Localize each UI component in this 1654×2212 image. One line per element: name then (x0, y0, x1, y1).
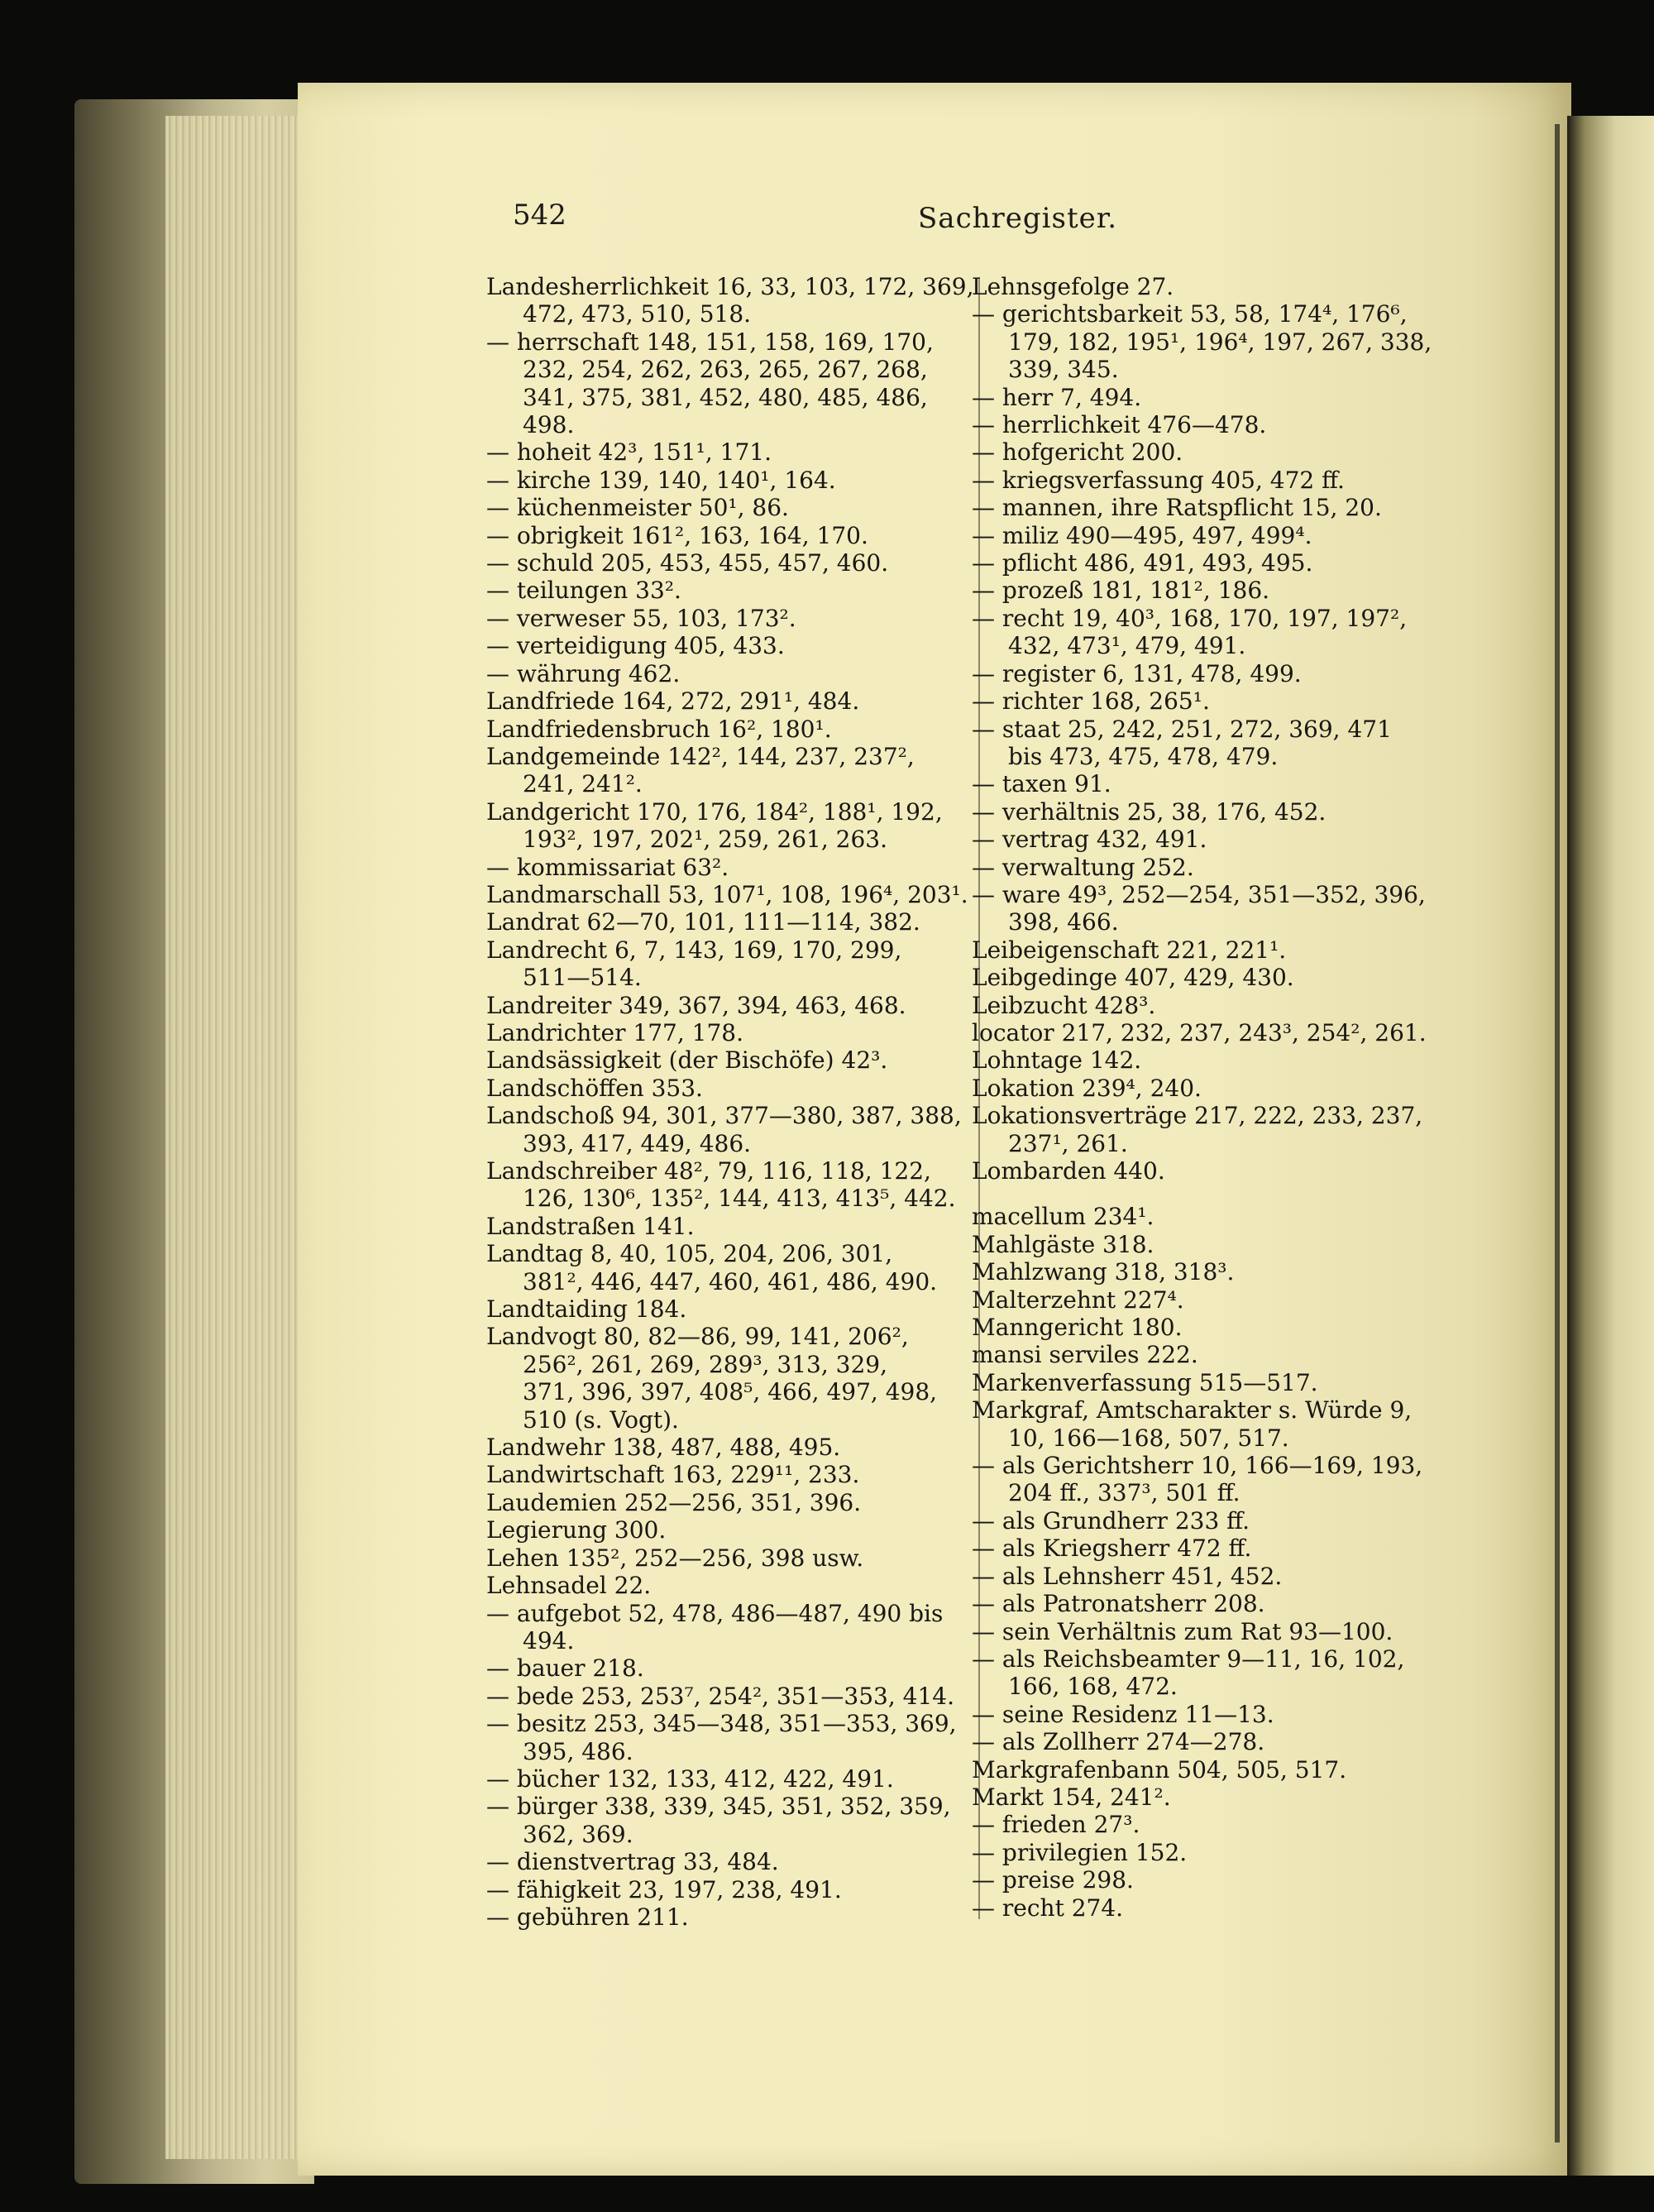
index-entry: — gerichtsbarkeit 53, 58, 174⁴, 176⁶, (972, 300, 1408, 328)
book-gutter (1555, 124, 1560, 2143)
index-entry: Landsässigkeit (der Bischöfe) 42³. (486, 1046, 888, 1075)
index-entry: — küchenmeister 50¹, 86. (486, 494, 789, 522)
page-title: Sachregister. (918, 202, 1118, 235)
index-entry: Landrecht 6, 7, 143, 169, 170, 299, (486, 936, 902, 964)
index-entry: — verhältnis 25, 38, 176, 452. (972, 797, 1327, 826)
index-entry: — recht 19, 40³, 168, 170, 197, 197², (972, 604, 1408, 632)
index-entry: — privilegien 152. (972, 1838, 1188, 1866)
index-entry: Landgemeinde 142², 144, 237, 237², (486, 742, 915, 770)
index-entry: — schuld 205, 453, 455, 457, 460. (486, 549, 889, 577)
index-entry: — teilungen 33². (486, 577, 681, 605)
index-entry: — register 6, 131, 478, 499. (972, 659, 1302, 687)
index-entry: — dienstvertrag 33, 484. (486, 1848, 779, 1876)
index-entry: — staat 25, 242, 251, 272, 369, 471 (972, 715, 1392, 743)
index-entry: Mahlzwang 318, 318³. (972, 1258, 1235, 1286)
index-entry: — als Reichsbeamter 9—11, 16, 102, (972, 1645, 1405, 1673)
index-entry: 10, 166—168, 507, 517. (1008, 1424, 1289, 1452)
index-entry: Markt 154, 241². (972, 1783, 1171, 1811)
page-stack (165, 116, 314, 2159)
index-entry: Malterzehnt 227⁴. (972, 1286, 1184, 1314)
index-entry: 204 ff., 337³, 501 ff. (1008, 1479, 1240, 1507)
index-entry: 232, 254, 262, 263, 265, 267, 268, (523, 356, 928, 384)
index-entry: 166, 168, 472. (1008, 1673, 1178, 1701)
index-entry: 126, 130⁶, 135², 144, 413, 413⁵, 442. (523, 1185, 956, 1213)
index-entry: Landvogt 80, 82—86, 99, 141, 206², (486, 1323, 909, 1351)
index-entry: — herr 7, 494. (972, 383, 1142, 411)
index-entry: Leibgedinge 407, 429, 430. (972, 964, 1294, 992)
index-entry: 395, 486. (523, 1737, 633, 1765)
index-entry: 179, 182, 195¹, 196⁴, 197, 267, 338, (1008, 328, 1432, 356)
index-entry: Landrichter 177, 178. (486, 1018, 743, 1046)
index-entry: — verwaltung 252. (972, 853, 1194, 881)
index-entry: Landtag 8, 40, 105, 204, 206, 301, (486, 1240, 893, 1268)
index-entry: Manngericht 180. (972, 1314, 1183, 1342)
index-entry: 193², 197, 202¹, 259, 261, 263. (523, 826, 888, 854)
index-entry: locator 217, 232, 237, 243³, 254², 261. (972, 1018, 1427, 1046)
index-entry: 256², 261, 269, 289³, 313, 329, (523, 1350, 888, 1378)
index-entry: — besitz 253, 345—348, 351—353, 369, (486, 1710, 957, 1738)
index-entry: — preise 298. (972, 1866, 1134, 1894)
index-entry: 381², 446, 447, 460, 461, 486, 490. (523, 1267, 938, 1295)
index-entry: Legierung 300. (486, 1516, 667, 1544)
index-entry: Landrat 62—70, 101, 111—114, 382. (486, 908, 920, 936)
index-entry: — als Grundherr 233 ff. (972, 1506, 1250, 1535)
index-entry: — taxen 91. (972, 770, 1111, 798)
index-entry: 510 (s. Vogt). (523, 1405, 679, 1434)
index-entry: — kommissariat 63². (486, 853, 729, 881)
index-entry: Landschöffen 353. (486, 1074, 703, 1102)
index-entry: — als Zollherr 274—278. (972, 1728, 1265, 1756)
index-entry: — als Patronatsherr 208. (972, 1590, 1265, 1618)
index-entry: — herrlichkeit 476—478. (972, 411, 1267, 439)
index-entry: 341, 375, 381, 452, 480, 485, 486, (523, 383, 928, 411)
index-entry: Markenverfassung 515—517. (972, 1368, 1318, 1396)
index-entry: — als Gerichtsherr 10, 166—169, 193, (972, 1452, 1423, 1480)
index-entry: Mahlgäste 318. (972, 1230, 1154, 1258)
index-entry: Lehnsgefolge 27. (972, 273, 1174, 300)
index-entry: Landreiter 349, 367, 394, 463, 468. (486, 991, 906, 1019)
index-entry: — frieden 27³. (972, 1811, 1140, 1839)
index-entry: 371, 396, 397, 408⁵, 466, 497, 498, (523, 1378, 938, 1406)
index-entry: Laudemien 252—256, 351, 396. (486, 1488, 862, 1516)
index-entry: Landfriede 164, 272, 291¹, 484. (486, 687, 860, 716)
index-entry: — richter 168, 265¹. (972, 687, 1210, 716)
index-entry: — aufgebot 52, 478, 486—487, 490 bis (486, 1599, 944, 1627)
index-entry: Landmarschall 53, 107¹, 108, 196⁴, 203¹. (486, 880, 968, 908)
index-entry: — ware 49³, 252—254, 351—352, 396, (972, 880, 1426, 908)
index-entry: 362, 369. (523, 1820, 633, 1848)
index-entry: — bürger 338, 339, 345, 351, 352, 359, (486, 1793, 951, 1821)
index-entry: — kirche 139, 140, 140¹, 164. (486, 466, 836, 494)
index-entry: macellum 234¹. (972, 1203, 1154, 1231)
index-entry: — vertrag 432, 491. (972, 826, 1207, 854)
index-entry: — herrschaft 148, 151, 158, 169, 170, (486, 328, 934, 356)
index-entry: Markgrafenbann 504, 505, 517. (972, 1755, 1347, 1783)
index-entry: Lohntage 142. (972, 1046, 1142, 1075)
page-number: 542 (513, 199, 566, 232)
index-entry: Lehen 135², 252—256, 398 usw. (486, 1544, 864, 1572)
index-column-right (972, 273, 1468, 1922)
index-entry: — bauer 218. (486, 1654, 644, 1683)
index-entry: — bede 253, 253⁷, 254², 351—353, 414. (486, 1682, 955, 1710)
index-entry: — seine Residenz 11—13. (972, 1700, 1274, 1728)
index-entry: Landgericht 170, 176, 184², 188¹, 192, (486, 797, 943, 826)
index-entry: Landfriedensbruch 16², 180¹. (486, 715, 832, 743)
index-entry: Landwehr 138, 487, 488, 495. (486, 1434, 841, 1462)
index-entry: — verweser 55, 103, 173². (486, 604, 796, 632)
index-entry: Landtaiding 184. (486, 1295, 687, 1324)
index-column-left (486, 273, 982, 1931)
index-entry: Lombarden 440. (972, 1157, 1165, 1185)
index-entry: — hoheit 42³, 151¹, 171. (486, 438, 772, 467)
index-entry: 241, 241². (523, 770, 643, 798)
index-entry: 511—514. (523, 964, 642, 992)
index-entry: Lokation 239⁴, 240. (972, 1074, 1202, 1102)
index-entry: 494. (523, 1626, 575, 1654)
index-entry: — hofgericht 200. (972, 438, 1183, 467)
index-entry: mansi serviles 222. (972, 1341, 1198, 1369)
index-entry: — bücher 132, 133, 412, 422, 491. (486, 1764, 894, 1793)
index-entry: — als Kriegsherr 472 ff. (972, 1535, 1252, 1563)
index-entry: Landschreiber 48², 79, 116, 118, 122, (486, 1157, 931, 1185)
index-entry: — mannen, ihre Ratspflicht 15, 20. (972, 494, 1382, 522)
index-entry: Lokationsverträge 217, 222, 233, 237, (972, 1102, 1423, 1130)
index-entry: — obrigkeit 161², 163, 164, 170. (486, 521, 868, 549)
index-entry: — verteidigung 405, 433. (486, 632, 785, 660)
index-entry: — recht 274. (972, 1894, 1124, 1922)
facing-page-edge (1567, 116, 1654, 2176)
index-entry: Markgraf, Amtscharakter s. Würde 9, (972, 1396, 1413, 1424)
index-entry: Landstraßen 141. (486, 1212, 695, 1240)
index-entry: 398, 466. (1008, 908, 1119, 936)
index-entry: — sein Verhältnis zum Rat 93—100. (972, 1617, 1393, 1645)
index-entry: — miliz 490—495, 497, 499⁴. (972, 521, 1312, 549)
index-entry: Leibeigenschaft 221, 221¹. (972, 936, 1287, 964)
index-entry: — als Lehnsherr 451, 452. (972, 1562, 1283, 1590)
index-entry: — fähigkeit 23, 197, 238, 491. (486, 1875, 842, 1903)
index-entry: 393, 417, 449, 486. (523, 1129, 752, 1157)
index-entry: — gebühren 211. (486, 1903, 689, 1931)
index-entry: 339, 345. (1008, 356, 1119, 384)
index-entry: bis 473, 475, 478, 479. (1008, 742, 1279, 770)
index-entry: Landschoß 94, 301, 377—380, 387, 388, (486, 1102, 962, 1130)
index-entry: — pflicht 486, 491, 493, 495. (972, 549, 1313, 577)
index-entry: 432, 473¹, 479, 491. (1008, 632, 1246, 660)
index-entry: — währung 462. (486, 659, 681, 687)
index-entry: 237¹, 261. (1008, 1129, 1128, 1157)
section-gap (972, 1185, 1468, 1203)
index-entry: 472, 473, 510, 518. (523, 300, 752, 328)
index-entry: Landwirtschaft 163, 229¹¹, 233. (486, 1461, 860, 1489)
index-entry: — kriegsverfassung 405, 472 ff. (972, 466, 1345, 494)
index-entry: 498. (523, 411, 575, 439)
index-entry: Landesherrlichkeit 16, 33, 103, 172, 369, (486, 273, 974, 300)
index-entry: — prozeß 181, 181², 186. (972, 577, 1270, 605)
index-entry: Leibzucht 428³. (972, 991, 1156, 1019)
index-entry: Lehnsadel 22. (486, 1572, 652, 1600)
